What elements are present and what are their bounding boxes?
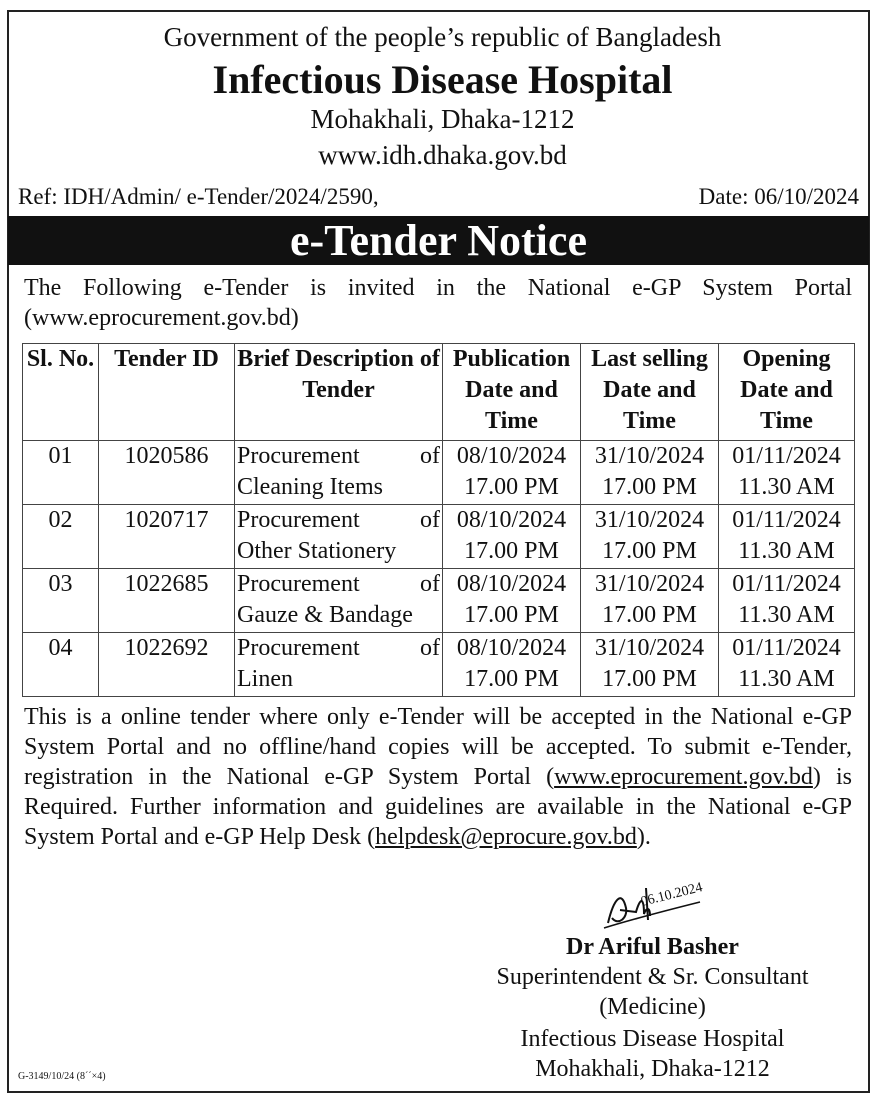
description-word: of [420,635,440,661]
selling-time: 17.00 PM [602,602,697,628]
cell-sl [23,505,99,569]
signatory-specialty: (Medicine) [599,994,706,1020]
cell-last-selling [581,569,719,633]
opening-time: 11.30 AM [738,474,835,500]
sl-number: 03 [48,571,73,597]
cell-opening [719,569,855,633]
selling-date: 31/10/2024 [594,571,705,597]
cell-tender-id [99,505,235,569]
selling-date: 31/10/2024 [594,635,705,661]
cell-last-selling [581,441,719,505]
selling-date: 31/10/2024 [594,507,705,533]
cell-opening [719,633,855,697]
cell-opening [719,505,855,569]
sl-number: 02 [48,507,73,533]
opening-date: 01/11/2024 [732,571,841,597]
opening-date: 01/11/2024 [732,507,841,533]
government-line: Government of the people’s republic of Bangladesh [163,22,722,52]
cell-publication [443,505,581,569]
description-item: Gauze & Bandage [237,602,413,628]
cell-tender-id [99,633,235,697]
description-word: Procurement [237,635,360,661]
hospital-website: www.idh.dhaka.gov.bd [318,140,567,170]
col-header-tender-id: Tender ID [99,344,235,441]
opening-date: 01/11/2024 [732,443,841,469]
publication-time: 17.00 PM [464,602,559,628]
instructions-text-1: This is a online tender where only e-Tender will be accepted in the National e-GP System Portal and no offline/hand copies will be accepted. To submit e-Tender, registration in the National e-GP System Portal ( [24,704,852,790]
selling-time: 17.00 PM [602,666,697,692]
publication-date: 08/10/2024 [456,635,567,661]
cell-opening [719,441,855,505]
description-item: Cleaning Items [237,474,383,500]
publication-time: 17.00 PM [464,474,559,500]
tender-table [22,343,855,697]
publication-date: 08/10/2024 [456,571,567,597]
signatory-address: Mohakhali, Dhaka-1212 [535,1056,770,1082]
description-word: Procurement [237,443,360,469]
cell-description [235,505,443,569]
cell-publication [443,441,581,505]
print-code: G-3149/10/24 (8´´×4) [18,1071,106,1082]
opening-time: 11.30 AM [738,602,835,628]
publication-time: 17.00 PM [464,538,559,564]
hospital-address: Mohakhali, Dhaka-1212 [310,104,575,134]
cell-last-selling [581,633,719,697]
signatory-organization: Infectious Disease Hospital [520,1026,785,1052]
instructions-paragraph [24,702,852,852]
cell-sl [23,633,99,697]
notice-title-bar [8,216,869,265]
svg-text:06.10.2024: 06.10.2024 [639,880,705,910]
selling-time: 17.00 PM [602,538,697,564]
cell-description [235,441,443,505]
signatory-name: Dr Ariful Basher [566,934,739,960]
description-word: of [420,443,440,469]
col-header-description: Brief Description of Tender [235,344,443,441]
cell-publication [443,569,581,633]
cell-sl [23,441,99,505]
notice-title: e-Tender Notice [290,216,587,265]
tender-id: 1022692 [124,635,209,661]
notice-date: Date: 06/10/2024 [698,184,859,209]
reference-number: Ref: IDH/Admin/ e-Tender/2024/2590, [18,184,379,209]
tender-id: 1020717 [124,507,209,533]
helpdesk-email-link[interactable]: helpdesk@eprocure.gov.bd [375,824,637,850]
tender-id: 1020586 [124,443,209,469]
eprocurement-link[interactable]: www.eprocurement.gov.bd [554,764,813,790]
selling-date: 31/10/2024 [594,443,705,469]
col-header-publication: Publication Date and Time [443,344,581,441]
table-header-row [23,344,855,441]
opening-time: 11.30 AM [738,538,835,564]
instructions-text-2: ) is Required. Further information and guidelines are available in the National e-GP System Portal and e-GP Help Desk ( [24,764,853,850]
description-item: Linen [237,666,293,692]
col-header-last-selling: Last selling Date and Time [581,344,719,441]
description-word: Procurement [237,507,360,533]
table-row [23,505,855,569]
cell-description [235,569,443,633]
description-item: Other Stationery [237,538,397,564]
signatory-designation: Superintendent & Sr. Consultant [496,964,809,990]
instructions-text-3: ). [636,824,651,850]
hospital-name: Infectious Disease Hospital [212,57,673,102]
opening-time: 11.30 AM [738,666,835,692]
cell-tender-id [99,569,235,633]
publication-time: 17.00 PM [464,666,559,692]
publication-date: 08/10/2024 [456,443,567,469]
publication-date: 08/10/2024 [456,507,567,533]
table-row [23,633,855,697]
col-header-opening: Opening Date and Time [719,344,855,441]
cell-tender-id [99,441,235,505]
cell-last-selling [581,505,719,569]
sl-number: 04 [48,635,73,661]
cell-publication [443,633,581,697]
selling-time: 17.00 PM [602,474,697,500]
col-header-sl: Sl. No. [23,344,99,441]
description-word: of [420,571,440,597]
intro-paragraph: The Following e-Tender is invited in the National e-GP System Portal (www.eprocurement.gov.bd) [24,275,852,331]
handwritten-signature [600,868,710,938]
opening-date: 01/11/2024 [732,635,841,661]
table-row [23,569,855,633]
cell-sl [23,569,99,633]
table-row [23,441,855,505]
sl-number: 01 [48,443,73,469]
description-word: Procurement [237,571,360,597]
tender-id: 1022685 [124,571,209,597]
description-word: of [420,507,440,533]
cell-description [235,633,443,697]
